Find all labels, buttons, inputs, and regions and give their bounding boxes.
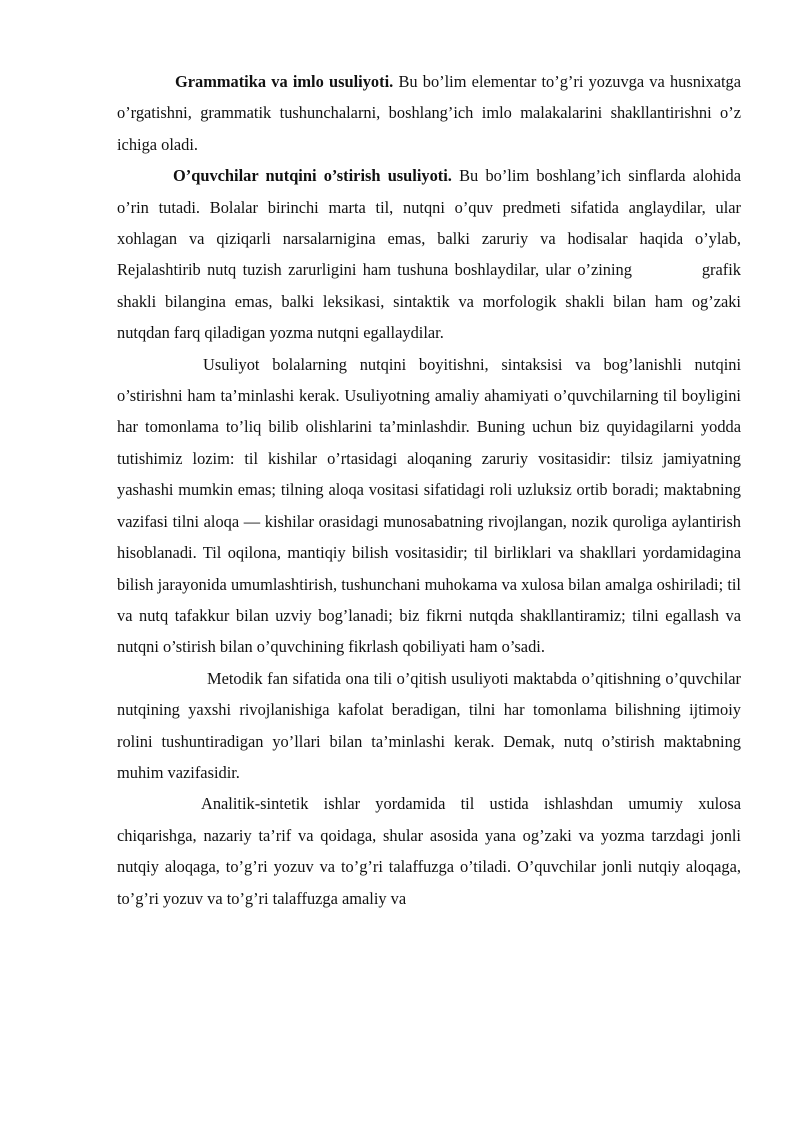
document-page (117, 66, 741, 914)
paragraph-heading: O’quvchilar nutqini o’stirish usuliyoti. (173, 166, 452, 186)
paragraph-speech-development-method (117, 160, 741, 348)
paragraph-methodology-tasks: Usuliyot bolalarning nutqini boyitishni, sintaksisi va bog’lanishli nutqini o’stirishni ham ta’minlashi kerak. Usuliyotning amaliy ahamiyati o’quvchilarning til boyligini har tomonlama to’liq bilib olishlarini ta’minlashdir. Buning uchun biz quyidagilarni yodda tutishimiz lozim: til kishilar o’rtasidagi aloqaning zaruriy vositasidir: tilsiz jamiyatning yashashi mumkin emas; tilning aloqa vositasi sifatidagi roli uzluksiz ortib boradi; maktabning vazifasi tilni aloqa — kishilar orasidagi munosabatning rivojlangan, nozik quroliga aylantirish hisoblanadi. Til oqilona, mantiqiy bilish vositasidir; til birliklari va shakllari yordamidagina bilish jarayonida umumlashtirish, tushunchani muhokama va xulosa bilan amalga oshiriladi; til va nutq tafakkur bilan uzviy bog’lanadi; biz fikrni nutqda shakllantiramiz; tilni egallash va nutqni o’stirish bilan o’quvchining fikrlash qobiliyati ham o’sadi. (117, 354, 741, 657)
paragraph-text: Bu bo’lim boshlang’ich sinflarda alohida o’rin tutadi. Bolalar birinchi marta til, nutqni o’quv predmeti sifatida anglaydilar, ular xohlagan va qiziqarli narsalarnigina emas, balki zaruriy va hodisalar haqida o’ylab, Rejalashtirib nutq tuzish zarurligini ham tushuna boshlaydilar, ular o’zining grafik shakli bilangina emas, balki leksikasi, sintaktik va morfologik shakli bilan ham og’zaki nutqdan farq qiladigan yozma nutqni egallaydilar. (117, 166, 742, 343)
paragraph-text: Bu bo’lim elementar to’g’ri yozuvga va husnixatga o’rgatishni, grammatik tushunchalarni, boshlang’ich imlo malakalarini shakllantirishni o’z ichiga oladi. (117, 72, 741, 154)
paragraph-analytic-synthetic: Analitik-sintetik ishlar yordamida til ustida ishlashdan umumiy xulosa chiqarishga, nazariy ta’rif va qoidaga, shular asosida yana og’zaki va yozma tarzdagi jonli nutqiy aloqaga, to’g’ri yozuv va to’g’ri talaffuzga o’tiladi. O’quvchilar jonli nutqiy aloqaga, to’g’ri yozuv va to’g’ri talaffuzga amaliy va (117, 794, 741, 908)
paragraph-methodical-science: Metodik fan sifatida ona tili o’qitish usuliyoti maktabda o’qitishning o’quvchilar nutqining yaxshi rivojlanishiga kafolat beradigan, tilni har tomonlama bilishning ijtimoiy rolini tushuntiradigan yo’llari bilan ta’minlashi kerak. Demak, nutq o’stirish maktabning muhim vazifasidir. (117, 668, 741, 782)
paragraph-heading: Grammatika va imlo usuliyoti. (175, 72, 394, 91)
paragraph-grammar-method (117, 66, 741, 160)
